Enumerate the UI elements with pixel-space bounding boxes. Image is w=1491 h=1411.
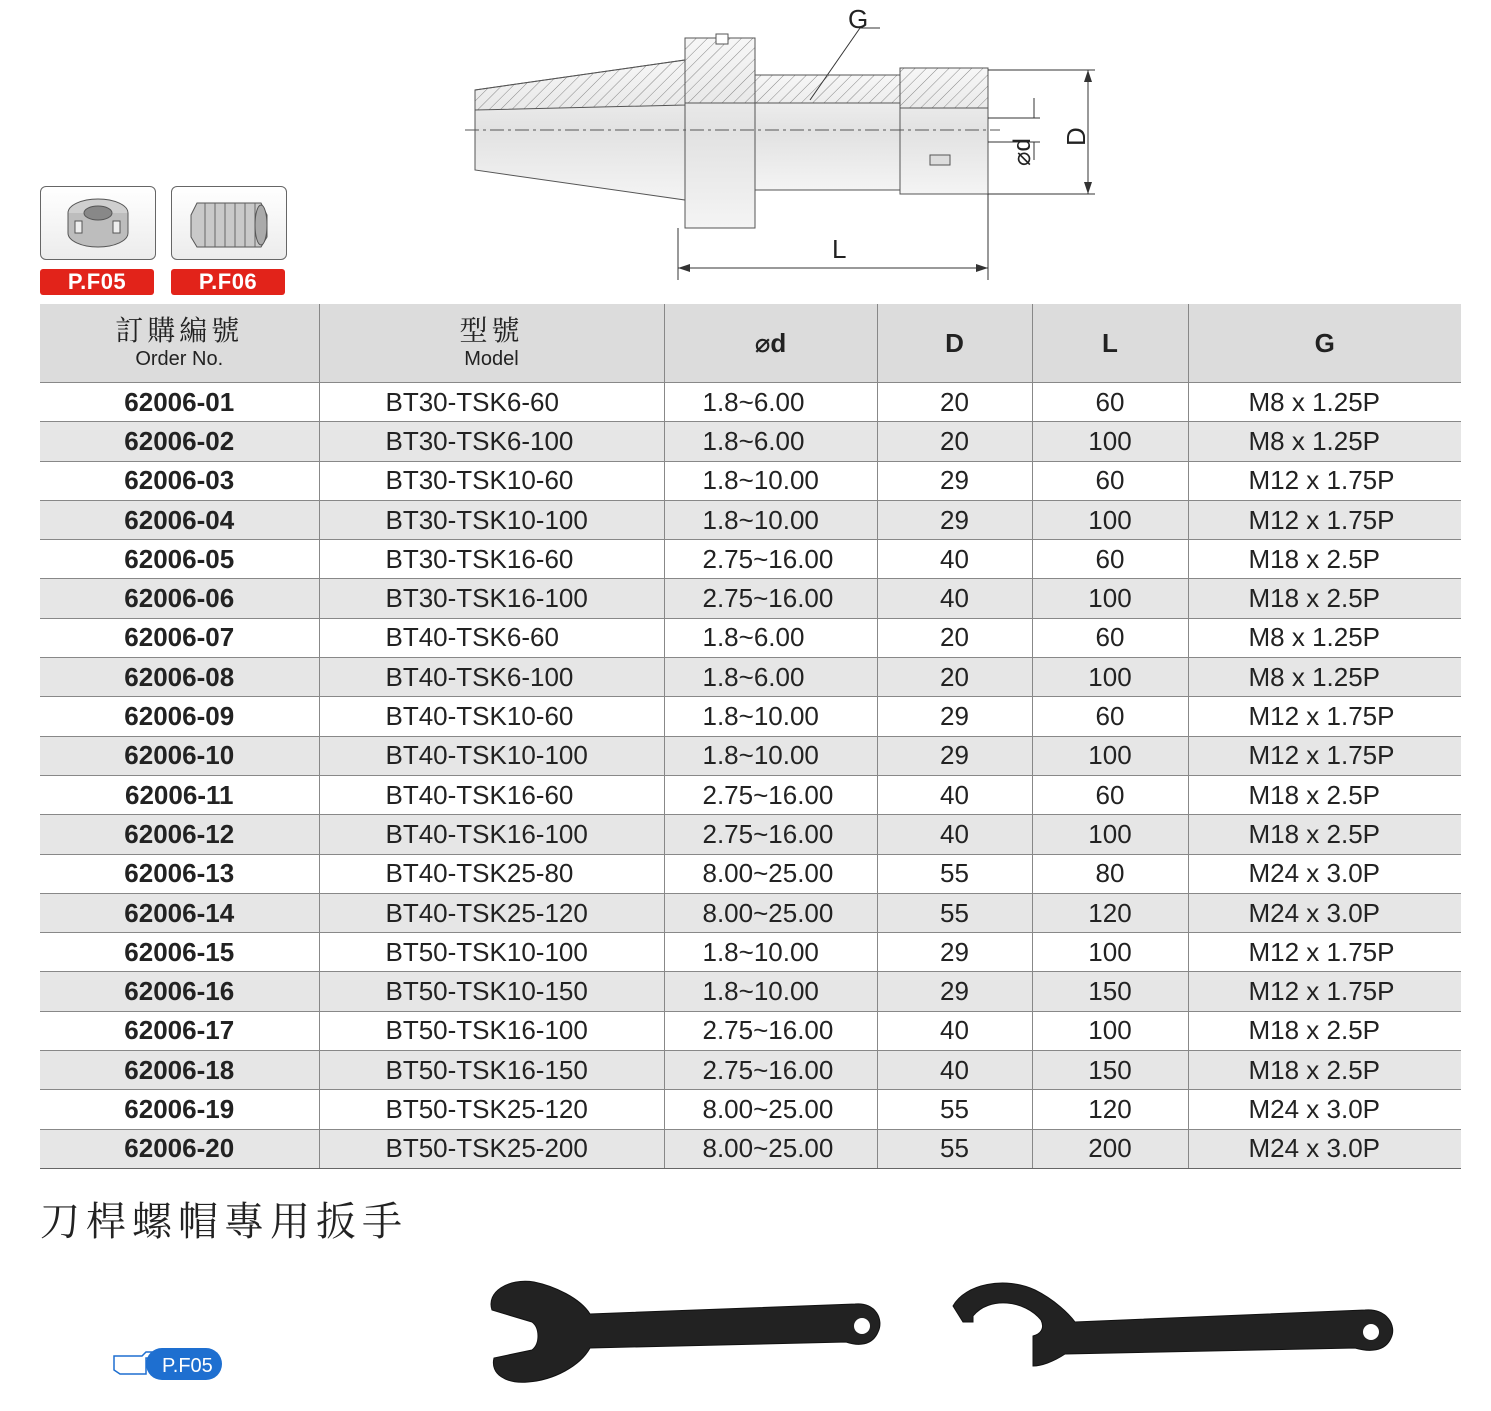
cell-order-no: 62006-16 (40, 972, 319, 1011)
table-row (40, 775, 1461, 814)
cell-model: BT40-TSK6-60 (319, 618, 664, 657)
cell-order-no: 62006-01 (40, 383, 319, 422)
cell-D: 40 (877, 815, 1032, 854)
cell-model: BT50-TSK10-150 (319, 972, 664, 1011)
cell-D: 29 (877, 736, 1032, 775)
cell-L: 60 (1032, 383, 1188, 422)
cell-L: 60 (1032, 461, 1188, 500)
cell-model: BT30-TSK16-100 (319, 579, 664, 618)
part-ref-badge-collet[interactable]: P.F06 (171, 269, 285, 295)
table-row (40, 540, 1461, 579)
cell-order-no: 62006-09 (40, 697, 319, 736)
table-row (40, 815, 1461, 854)
cell-D: 20 (877, 383, 1032, 422)
label-g: G (848, 4, 869, 34)
header-order-en: Order No. (135, 348, 224, 370)
cell-D: 40 (877, 1011, 1032, 1050)
cell-G: M18 x 2.5P (1188, 815, 1461, 854)
cell-model: BT30-TSK10-100 (319, 500, 664, 539)
cell-L: 80 (1032, 854, 1188, 893)
cell-L: 60 (1032, 697, 1188, 736)
cell-G: M8 x 1.25P (1188, 422, 1461, 461)
collet-nut-thumbnail[interactable] (40, 186, 156, 260)
cell-order-no: 62006-04 (40, 500, 319, 539)
cell-G: M18 x 2.5P (1188, 540, 1461, 579)
cell-G: M12 x 1.75P (1188, 461, 1461, 500)
cell-order-no: 62006-12 (40, 815, 319, 854)
cell-order-no: 62006-15 (40, 933, 319, 972)
table-row (40, 579, 1461, 618)
cell-model: BT40-TSK10-60 (319, 697, 664, 736)
header-order-no (40, 304, 319, 383)
header-G (1188, 304, 1461, 383)
table-row (40, 618, 1461, 657)
cell-L: 150 (1032, 972, 1188, 1011)
cell-d: 1.8~6.00 (664, 618, 877, 657)
cell-d: 8.00~25.00 (664, 854, 877, 893)
cell-d: 1.8~6.00 (664, 422, 877, 461)
hook-spanner-icon (945, 1270, 1405, 1380)
cell-D: 55 (877, 893, 1032, 932)
cell-G: M24 x 3.0P (1188, 1090, 1461, 1129)
header-d (664, 304, 877, 383)
cell-d: 2.75~16.00 (664, 815, 877, 854)
cell-model: BT40-TSK6-100 (319, 658, 664, 697)
cell-order-no: 62006-13 (40, 854, 319, 893)
table-row (40, 422, 1461, 461)
cell-d: 2.75~16.00 (664, 775, 877, 814)
table-row (40, 1090, 1461, 1129)
cell-d: 1.8~10.00 (664, 461, 877, 500)
cell-L: 100 (1032, 933, 1188, 972)
cell-order-no: 62006-02 (40, 422, 319, 461)
cell-G: M18 x 2.5P (1188, 775, 1461, 814)
cell-D: 20 (877, 658, 1032, 697)
cell-L: 60 (1032, 540, 1188, 579)
cell-G: M12 x 1.75P (1188, 736, 1461, 775)
cell-model: BT40-TSK10-100 (319, 736, 664, 775)
cell-L: 200 (1032, 1129, 1188, 1168)
cell-order-no: 62006-14 (40, 893, 319, 932)
cell-d: 2.75~16.00 (664, 540, 877, 579)
cell-model: BT40-TSK16-100 (319, 815, 664, 854)
cell-d: 8.00~25.00 (664, 893, 877, 932)
label-D-large: D (1061, 127, 1091, 146)
cell-L: 100 (1032, 658, 1188, 697)
cell-D: 29 (877, 697, 1032, 736)
cell-L: 120 (1032, 1090, 1188, 1129)
header-order-zh: 訂購編號 (115, 315, 244, 346)
pf05-page-link[interactable] (112, 1344, 224, 1384)
cell-G: M24 x 3.0P (1188, 893, 1461, 932)
cell-model: BT50-TSK16-150 (319, 1051, 664, 1090)
table-row (40, 658, 1461, 697)
cell-order-no: 62006-17 (40, 1011, 319, 1050)
wrench-section-title: 刀桿螺帽專用扳手 (40, 1199, 408, 1245)
cell-d: 2.75~16.00 (664, 579, 877, 618)
header-model (319, 304, 664, 383)
cell-order-no: 62006-10 (40, 736, 319, 775)
cell-model: BT40-TSK25-120 (319, 893, 664, 932)
collet-icon (172, 187, 286, 259)
cell-G: M18 x 2.5P (1188, 1051, 1461, 1090)
cell-model: BT30-TSK6-60 (319, 383, 664, 422)
cell-L: 60 (1032, 618, 1188, 657)
table-body (40, 383, 1461, 1169)
cell-order-no: 62006-19 (40, 1090, 319, 1129)
table-row (40, 383, 1461, 422)
cell-G: M24 x 3.0P (1188, 1129, 1461, 1168)
cell-D: 29 (877, 972, 1032, 1011)
cell-model: BT40-TSK16-60 (319, 775, 664, 814)
label-d-small: ⌀d (1009, 138, 1036, 166)
table-row (40, 461, 1461, 500)
part-ref-badge-nut[interactable]: P.F05 (40, 269, 154, 295)
cell-model: BT50-TSK25-200 (319, 1129, 664, 1168)
header-D (877, 304, 1032, 383)
cell-model: BT50-TSK25-120 (319, 1090, 664, 1129)
cell-G: M12 x 1.75P (1188, 697, 1461, 736)
table-row (40, 972, 1461, 1011)
cell-G: M12 x 1.75P (1188, 500, 1461, 539)
table-row (40, 854, 1461, 893)
cell-G: M8 x 1.25P (1188, 618, 1461, 657)
header-d-label: ⌀d (754, 327, 787, 358)
cell-L: 100 (1032, 736, 1188, 775)
cell-D: 29 (877, 933, 1032, 972)
header-D-label: D (945, 327, 964, 358)
header-model-en: Model (464, 348, 519, 370)
table-header-row (40, 304, 1461, 383)
cell-order-no: 62006-07 (40, 618, 319, 657)
cell-order-no: 62006-06 (40, 579, 319, 618)
cell-L: 60 (1032, 775, 1188, 814)
cell-order-no: 62006-08 (40, 658, 319, 697)
cell-D: 40 (877, 579, 1032, 618)
cell-D: 20 (877, 422, 1032, 461)
cell-d: 1.8~6.00 (664, 383, 877, 422)
spec-table (40, 304, 1461, 1169)
cell-D: 40 (877, 775, 1032, 814)
table-row (40, 933, 1461, 972)
cell-order-no: 62006-05 (40, 540, 319, 579)
cell-L: 100 (1032, 422, 1188, 461)
cell-order-no: 62006-18 (40, 1051, 319, 1090)
table-row (40, 500, 1461, 539)
cell-d: 2.75~16.00 (664, 1011, 877, 1050)
cell-D: 55 (877, 1090, 1032, 1129)
cell-order-no: 62006-03 (40, 461, 319, 500)
cell-G: M8 x 1.25P (1188, 658, 1461, 697)
cell-d: 1.8~6.00 (664, 658, 877, 697)
cell-D: 55 (877, 1129, 1032, 1168)
cell-G: M12 x 1.75P (1188, 933, 1461, 972)
cell-model: BT30-TSK16-60 (319, 540, 664, 579)
cell-G: M18 x 2.5P (1188, 1011, 1461, 1050)
cell-model: BT50-TSK10-100 (319, 933, 664, 972)
cell-L: 100 (1032, 579, 1188, 618)
table-row (40, 893, 1461, 932)
cell-L: 100 (1032, 1011, 1188, 1050)
cell-D: 40 (877, 540, 1032, 579)
cell-d: 1.8~10.00 (664, 500, 877, 539)
table-row (40, 1051, 1461, 1090)
cell-order-no: 62006-11 (40, 775, 319, 814)
tool-holder-drawing (440, 0, 1120, 290)
cell-d: 1.8~10.00 (664, 697, 877, 736)
cell-d: 1.8~10.00 (664, 736, 877, 775)
cell-D: 29 (877, 461, 1032, 500)
table-row (40, 1129, 1461, 1168)
label-L: L (832, 234, 847, 264)
cell-G: M12 x 1.75P (1188, 972, 1461, 1011)
cell-d: 2.75~16.00 (664, 1051, 877, 1090)
table-row (40, 697, 1461, 736)
header-G-label: G (1314, 327, 1335, 358)
header-L (1032, 304, 1188, 383)
cell-model: BT30-TSK6-100 (319, 422, 664, 461)
cell-D: 40 (877, 1051, 1032, 1090)
cell-L: 100 (1032, 500, 1188, 539)
cell-D: 20 (877, 618, 1032, 657)
cell-D: 55 (877, 854, 1032, 893)
cell-G: M18 x 2.5P (1188, 579, 1461, 618)
cell-d: 8.00~25.00 (664, 1129, 877, 1168)
cell-d: 1.8~10.00 (664, 933, 877, 972)
cell-L: 100 (1032, 815, 1188, 854)
table-row (40, 736, 1461, 775)
cell-L: 120 (1032, 893, 1188, 932)
cell-model: BT30-TSK10-60 (319, 461, 664, 500)
table-row (40, 1011, 1461, 1050)
open-end-wrench-icon (480, 1270, 890, 1390)
cell-G: M8 x 1.25P (1188, 383, 1461, 422)
cell-D: 29 (877, 500, 1032, 539)
cell-model: BT40-TSK25-80 (319, 854, 664, 893)
collet-thumbnail[interactable] (171, 186, 287, 260)
cell-order-no: 62006-20 (40, 1129, 319, 1168)
cell-L: 150 (1032, 1051, 1188, 1090)
header-model-zh: 型號 (459, 315, 524, 346)
cell-d: 1.8~10.00 (664, 972, 877, 1011)
cell-d: 8.00~25.00 (664, 1090, 877, 1129)
collet-nut-icon (41, 187, 155, 259)
pf05-link-label: P.F05 (162, 1355, 213, 1377)
header-L-label: L (1102, 327, 1118, 358)
cell-model: BT50-TSK16-100 (319, 1011, 664, 1050)
cell-G: M24 x 3.0P (1188, 854, 1461, 893)
